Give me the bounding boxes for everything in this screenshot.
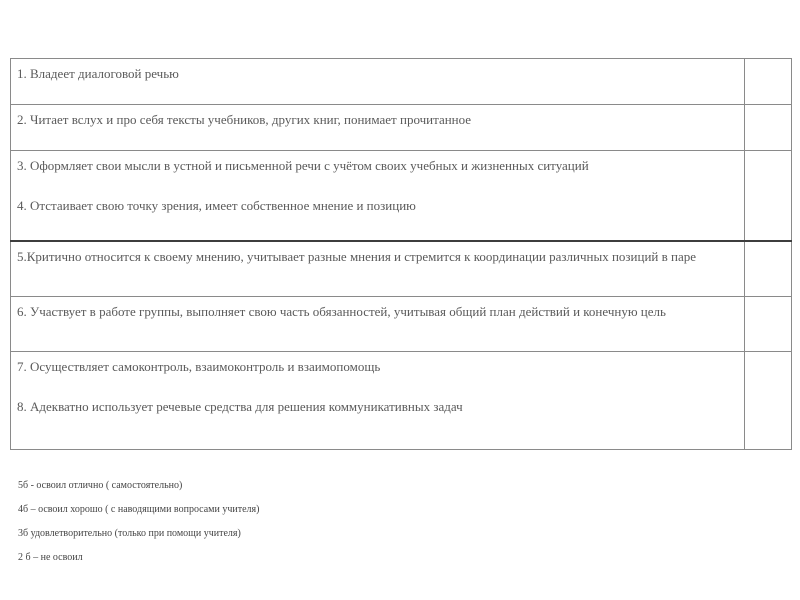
legend-line-4: 4б – освоил хорошо ( с наводящими вопросами учителя)	[18, 504, 260, 515]
criterion-8: 8. Адекватно использует речевые средства для решения коммуникативных задач	[17, 399, 463, 414]
legend-line-2: 2 б – не освоил	[18, 552, 83, 563]
table-row	[11, 241, 792, 297]
criterion-cell	[11, 352, 745, 450]
criterion-7: 7. Осуществляет самоконтроль, взаимоконтроль и взаимопомощь	[17, 359, 381, 374]
criterion-cell	[11, 241, 745, 297]
table-row	[11, 151, 792, 242]
criterion-cell	[11, 105, 745, 151]
table-row	[11, 105, 792, 151]
criterion-cell	[11, 59, 745, 105]
table-row	[11, 59, 792, 105]
mark-cell[interactable]	[745, 59, 792, 105]
criterion-3: 3. Оформляет свои мысли в устной и письменной речи с учётом своих учебных и жизненных ситуаций	[17, 158, 589, 173]
criterion-1: 1. Владеет диалоговой речью	[17, 66, 179, 81]
criterion-2: 2. Читает вслух и про себя тексты учебников, других книг, понимает прочитанное	[17, 112, 472, 127]
criterion-cell	[11, 151, 745, 242]
spacer	[17, 377, 739, 397]
mark-cell[interactable]	[745, 297, 792, 352]
spacer	[17, 176, 739, 196]
table-row	[11, 297, 792, 352]
table-cutoff	[8, 455, 792, 463]
criteria-table	[10, 58, 792, 450]
grading-legend	[18, 474, 259, 570]
criterion-5: 5.Критично относится к своему мнению, учитывает разные мнения и стремится к координации различных позиций в паре	[17, 249, 697, 264]
criterion-4: 4. Отстаивает свою точку зрения, имеет собственное мнение и позицию	[17, 198, 416, 213]
mark-cell[interactable]	[745, 241, 792, 297]
table-row	[11, 352, 792, 450]
mark-cell[interactable]	[745, 352, 792, 450]
mark-cell[interactable]	[745, 151, 792, 242]
criterion-cell	[11, 297, 745, 352]
mark-cell[interactable]	[745, 105, 792, 151]
legend-line-3: 3б удовлетворительно (только при помощи учителя)	[18, 528, 241, 539]
legend-line-5: 5б - освоил отлично ( самостоятельно)	[18, 480, 183, 491]
criterion-6: 6. Участвует в работе группы, выполняет свою часть обязанностей, учитывая общий план действий и конечную цель	[17, 304, 666, 319]
